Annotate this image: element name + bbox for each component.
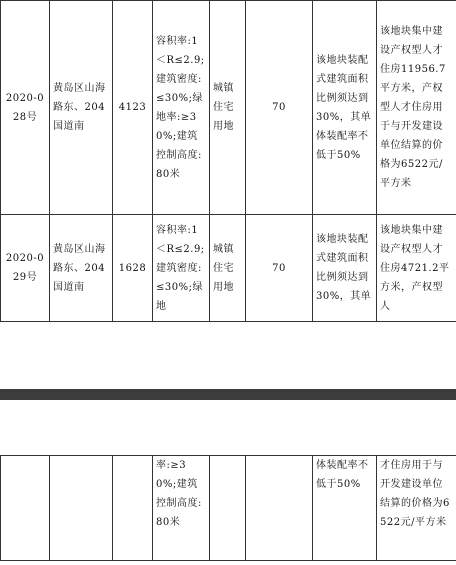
land-use-cell: 城镇住宅用地 xyxy=(210,1,246,215)
planning-conditions-cell: 率:≥30%;建筑控制高度:80米 xyxy=(153,456,210,561)
land-use-cell: 城镇住宅用地 xyxy=(210,215,246,322)
requirements-cell: 该地块装配式建筑面积比例须达到30%，其单体装配率不低于50% xyxy=(313,1,377,215)
page-divider xyxy=(0,389,456,400)
table-row xyxy=(1,215,456,322)
notes-cell: 才住房用于与开发建设单位结算的价格为6522元/平方米 xyxy=(377,456,456,561)
parcel-id-cell: 2020-029号 xyxy=(1,215,50,322)
parcel-id-cell xyxy=(1,456,50,561)
location-cell: 黄岛区山海路东、204国道南 xyxy=(50,215,113,322)
term-years-cell: 70 xyxy=(246,215,313,322)
parcel-id-cell: 2020-028号 xyxy=(1,1,50,215)
location-cell xyxy=(50,456,113,561)
term-years-cell xyxy=(246,456,313,561)
notes-cell: 该地块集中建设产权型人才住房4721.2平方米，产权型人 xyxy=(377,215,456,322)
requirements-cell: 体装配率不低于50% xyxy=(313,456,377,561)
requirements-cell: 该地块装配式建筑面积比例须达到30%，其单 xyxy=(313,215,377,322)
area-cell xyxy=(113,456,153,561)
term-years-cell: 70 xyxy=(246,1,313,215)
area-cell: 4123 xyxy=(113,1,153,215)
land-use-cell xyxy=(210,456,246,561)
notes-cell: 该地块集中建设产权型人才住房11956.7平方米，产权型人才住房用于与开发建设单位结算的价格为6522元/平方米 xyxy=(377,1,456,215)
area-cell: 1628 xyxy=(113,215,153,322)
planning-conditions-cell: 容积率:1＜R≤2.9;建筑密度:≤30%;绿地率:≥30%;建筑控制高度:80米 xyxy=(153,1,210,215)
table-row xyxy=(1,1,456,215)
planning-conditions-cell: 容积率:1＜R≤2.9;建筑密度:≤30%;绿地 xyxy=(153,215,210,322)
table-row xyxy=(1,456,456,561)
land-table-continued xyxy=(0,455,456,561)
location-cell: 黄岛区山海路东、204国道南 xyxy=(50,1,113,215)
